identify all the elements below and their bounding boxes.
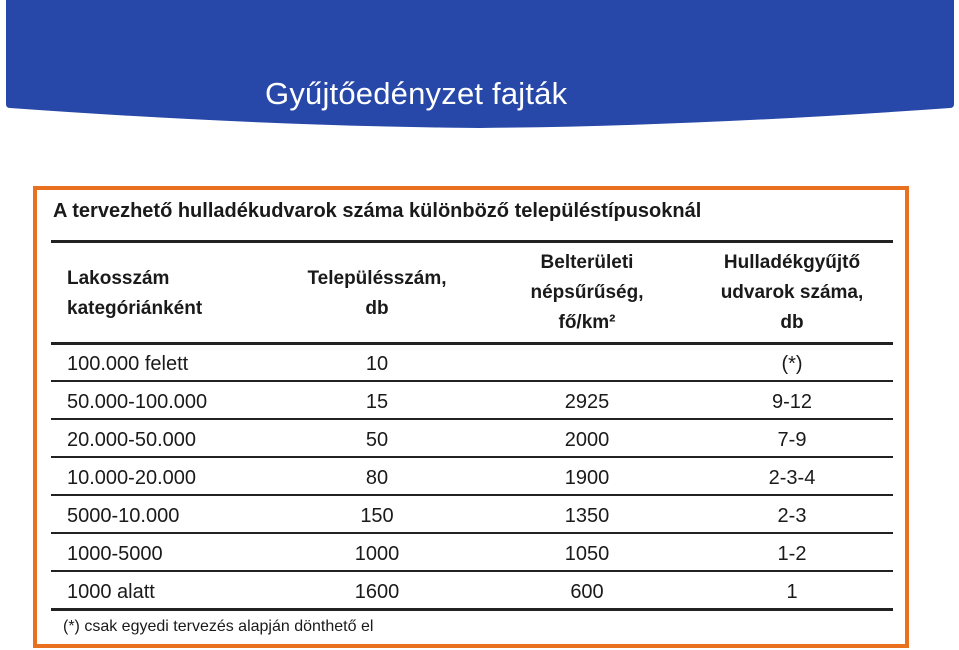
cell-waste-yards: 1-2 [777, 543, 807, 565]
cell-population: 20.000-50.000 [67, 429, 197, 451]
cell-waste-yards: 7-9 [777, 429, 807, 451]
cell-density: 1350 [564, 505, 610, 527]
table-frame [33, 186, 909, 648]
row-rule [51, 532, 893, 534]
header-waste-yards [692, 248, 892, 338]
cell-density: 2000 [564, 429, 610, 451]
cell-waste-yards: 9-12 [771, 391, 813, 413]
cell-settlement-count: 1600 [354, 581, 400, 603]
header-settlement-count [277, 264, 477, 324]
cell-population: 50.000-100.000 [67, 391, 208, 413]
row-rule [51, 494, 893, 496]
row-rule [51, 380, 893, 382]
header-band [0, 0, 959, 140]
caption-rule [51, 240, 893, 243]
header-waste-yards-line1: Hulladékgyűjtő [723, 252, 861, 273]
header-population [67, 264, 202, 324]
cell-waste-yards: 2-3 [777, 505, 807, 527]
cell-settlement-count: 15 [365, 391, 389, 413]
table-footnote: (*) csak egyedi tervezés alapján dönthető el [63, 618, 374, 635]
header-settlement-count-line1: Településszám, [307, 268, 447, 289]
cell-waste-yards: (*) [781, 353, 803, 375]
slide-title: Gyűjtőedényzet fajták [265, 76, 568, 111]
table-caption: A tervezhető hulladékudvarok száma különböző településtípusoknál [53, 200, 702, 222]
bottom-rule [51, 608, 893, 611]
cell-settlement-count: 150 [360, 505, 394, 527]
row-rule [51, 570, 893, 572]
header-rule [51, 342, 893, 345]
header-density [487, 248, 687, 338]
cell-waste-yards: 2-3-4 [768, 467, 816, 489]
cell-population: 100.000 felett [67, 353, 189, 375]
cell-population: 10.000-20.000 [67, 467, 197, 489]
cell-population: 5000-10.000 [67, 505, 180, 527]
cell-density: 600 [570, 581, 604, 603]
cell-settlement-count: 1000 [354, 543, 400, 565]
header-population-line1: Lakosszám [67, 268, 170, 289]
header-density-line2: népsűrűség, [530, 282, 644, 303]
cell-density: 1900 [564, 467, 610, 489]
cell-population: 1000 alatt [67, 581, 155, 603]
header-waste-yards-line2: udvarok száma, [720, 282, 864, 303]
header-density-line1: Belterületi [540, 252, 634, 273]
cell-population: 1000-5000 [67, 543, 163, 565]
header-population-line2: kategóriánként [67, 298, 203, 319]
cell-settlement-count: 80 [365, 467, 389, 489]
row-rule [51, 418, 893, 420]
header-waste-yards-line3: db [780, 312, 804, 333]
cell-density: 2925 [564, 391, 610, 413]
cell-settlement-count: 50 [365, 429, 389, 451]
cell-waste-yards: 1 [786, 581, 798, 603]
cell-settlement-count: 10 [365, 353, 389, 375]
row-rule [51, 456, 893, 458]
header-density-line3: fő/km² [558, 312, 616, 333]
header-settlement-count-line2: db [365, 298, 389, 319]
cell-density: 1050 [564, 543, 610, 565]
